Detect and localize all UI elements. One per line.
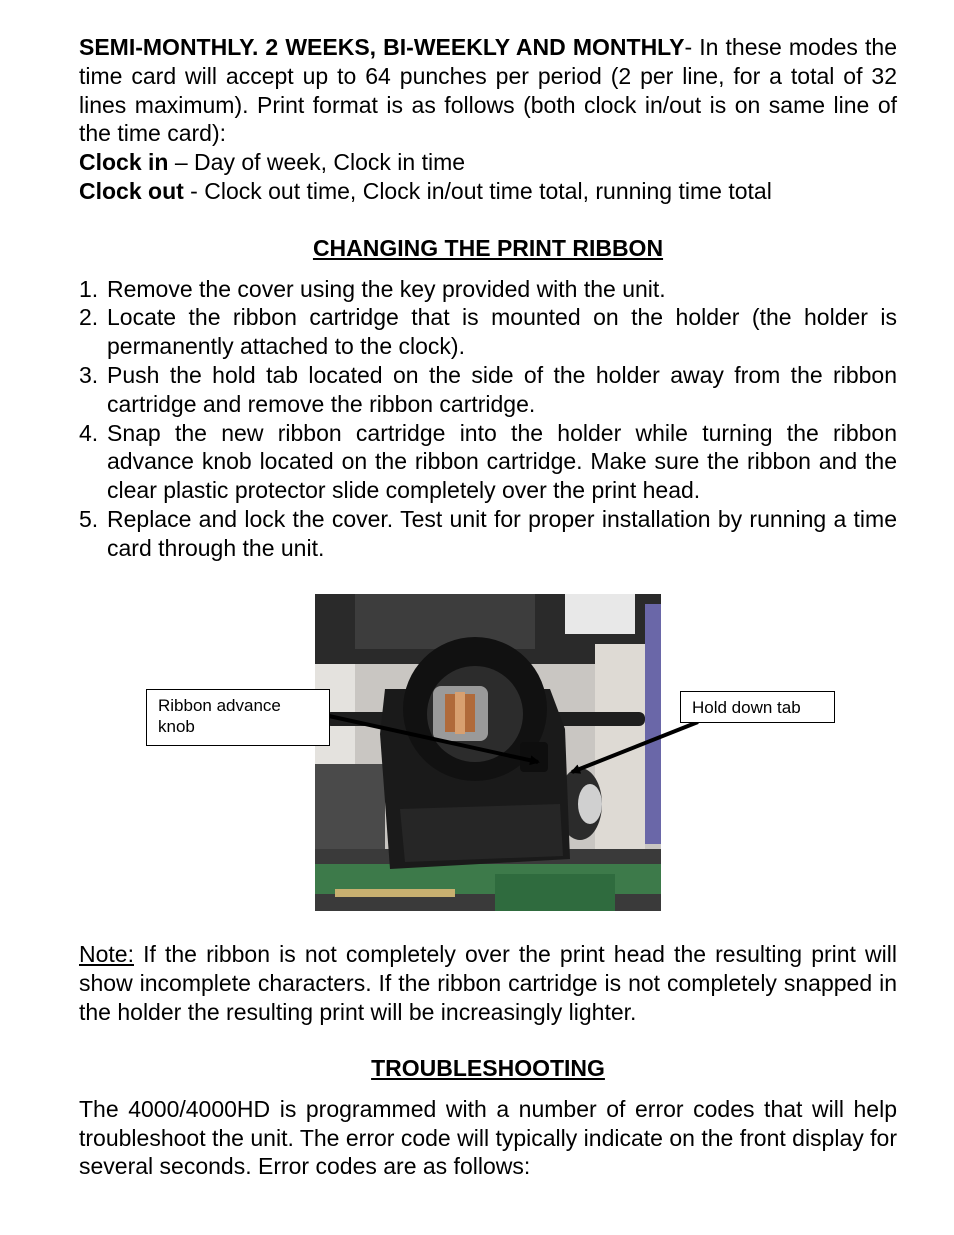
- step-number: 2.: [79, 304, 99, 331]
- photo-illustration: [315, 594, 661, 911]
- ribbon-steps-list: [79, 275, 897, 563]
- step-text: Remove the cover using the key provided with the unit.: [107, 275, 666, 302]
- step-text: Locate the ribbon cartridge that is mounted on the holder (the holder is permanently attached to the clock).: [107, 304, 897, 360]
- clock-in-text: – Day of week, Clock in time: [168, 149, 466, 176]
- callout-left-label: Ribbon advance knob: [158, 696, 281, 736]
- troubleshooting-section: [79, 1054, 897, 1181]
- callout-hold-down-tab: [680, 691, 835, 723]
- troubleshooting-text: The 4000/4000HD is programmed with a number of error codes that will help troubleshoot the unit. The error code will typically indicate on the front display for several seconds. Error codes are as follows:: [79, 1095, 897, 1180]
- list-item: [79, 361, 897, 419]
- clock-in-label: Clock in: [79, 149, 169, 176]
- note-paragraph: [79, 940, 897, 1026]
- document-page: [79, 33, 897, 563]
- step-text: Push the hold tab located on the side of the holder away from the ribbon cartridge and remove the ribbon cartridge.: [107, 361, 897, 417]
- clock-out-line: [79, 177, 897, 206]
- step-number: 1.: [79, 275, 99, 302]
- list-item: [79, 303, 897, 361]
- intro-text: - In these modes the time card will accept up to 64 punches per period (2 per line, for a total of 32 lines maximum). Print format is as follows (both clock in/out is on same line of the time card):: [79, 34, 897, 147]
- step-text: Replace and lock the cover. Test unit for proper installation by running a time card through the unit.: [107, 505, 897, 561]
- list-item: [79, 419, 897, 505]
- callout-right-label: Hold down tab: [692, 698, 801, 717]
- clock-in-line: [79, 148, 897, 177]
- step-number: 5.: [79, 505, 99, 532]
- step-number: 3.: [79, 361, 99, 388]
- list-item: [79, 505, 897, 563]
- troubleshooting-heading: TROUBLESHOOTING: [371, 1055, 605, 1081]
- ribbon-cartridge-photo: [315, 594, 661, 911]
- note-text: If the ribbon is not completely over the print head the resulting print will show incomplete characters. If the ribbon cartridge is not completely snapped in the holder the resulting print will be increasingly lighter.: [79, 941, 897, 1025]
- list-item: [79, 275, 897, 304]
- step-number: 4.: [79, 419, 99, 446]
- intro-paragraph: [79, 33, 897, 148]
- ribbon-section-heading: CHANGING THE PRINT RIBBON: [312, 234, 664, 261]
- callout-ribbon-advance-knob: [146, 689, 330, 746]
- intro-bold-heading: SEMI-MONTHLY. 2 WEEKS, BI-WEEKLY AND MONTHLY: [79, 34, 685, 60]
- note-label: Note:: [79, 941, 134, 967]
- step-text: Snap the new ribbon cartridge into the holder while turning the ribbon advance knob located on the ribbon cartridge. Make sure the ribbon and the clear plastic protector slide completely over the print head.: [107, 419, 897, 504]
- clock-out-text: - Clock out time, Clock in/out time total, running time total: [183, 177, 772, 204]
- clock-out-label: Clock out: [79, 177, 184, 204]
